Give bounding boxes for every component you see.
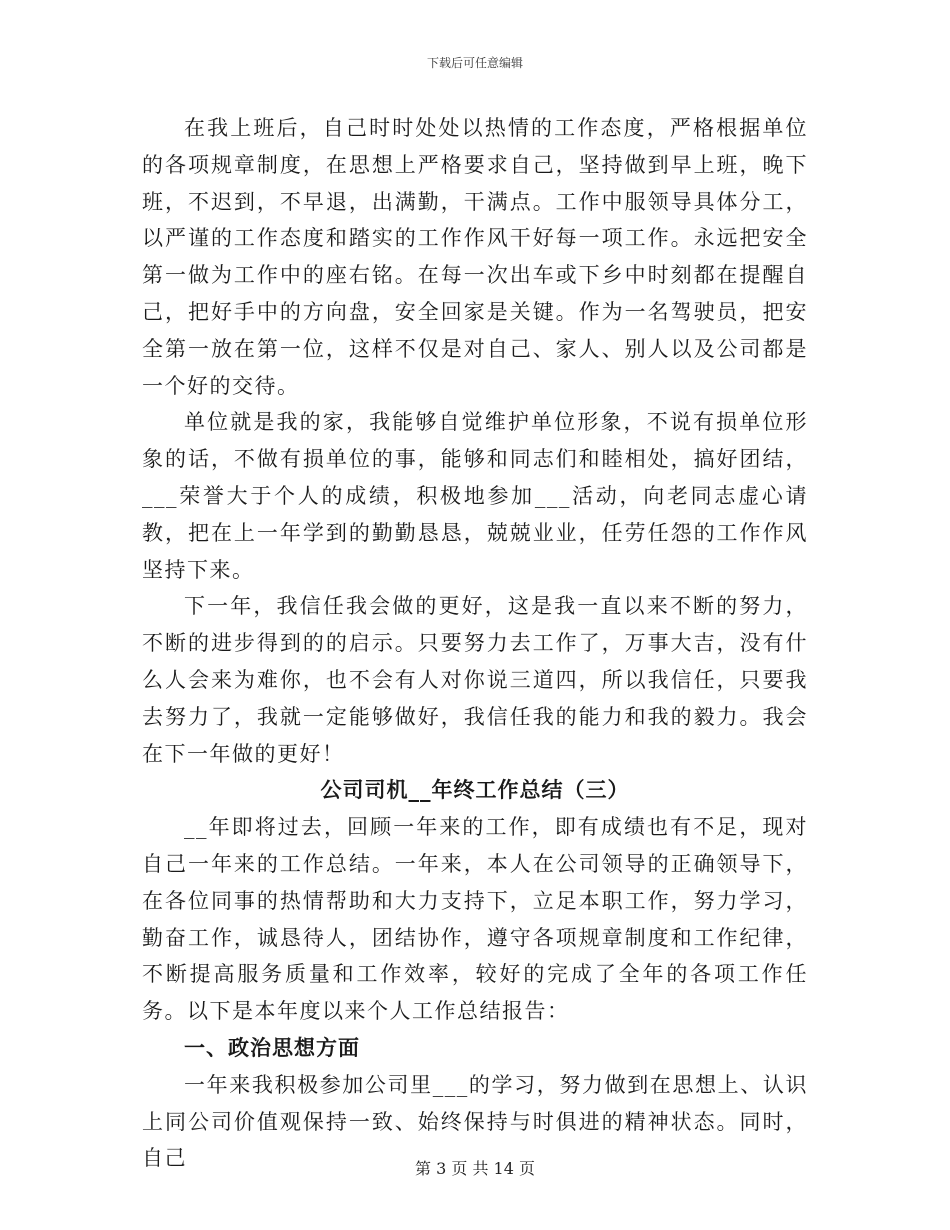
subheading-political: 一、政治思想方面 bbox=[184, 1035, 360, 1060]
paragraph-next-year: 下一年，我信任我会做的更好，这是我一直以来不断的努力，不断的进步得到的的启示。只要努力去工作了，万事大吉，没有什么人会来为难你，也不会有人对你说三道四，所以我信任，只要我去努力了，我就一定能够做好，我信任我的能力和我的毅力。我会在下一年做的更好！ bbox=[142, 594, 808, 766]
paragraph-political: 一年来我积极参加公司里___的学习，努力做到在思想上、认识上同公司价值观保持一致、始终保持与时俱进的精神状态。同时，自己 bbox=[142, 1072, 808, 1171]
paragraph-intro: __年即将过去，回顾一年来的工作，即有成绩也有不足，现对自己一年来的工作总结。一年来，本人在公司领导的正确领导下，在各位同事的热情帮助和大力支持下，立足本职工作，努力学习，勤奋工作，诚恳待人，团结协作，遵守各项规章制度和工作纪律，不断提高服务质量和工作效率，较好的完成了全年的各项工作任务。以下是本年度以来个人工作总结报告： bbox=[142, 815, 808, 1024]
paragraph-attitude: 在我上班后，自己时时处处以热情的工作态度，严格根据单位的各项规章制度，在思想上严格要求自己，坚持做到早上班，晚下班，不迟到，不早退，出满勤，干满点。工作中服领导具体分工，以严谨的工作态度和踏实的工作作风干好每一项工作。永远把安全第一做为工作中的座右铭。在每一次出车或下乡中时刻都在提醒自己，把好手中的方向盘，安全回家是关键。作为一名驾驶员，把安全第一放在第一位，这样不仅是对自己、家人、别人以及公司都是一个好的交待。 bbox=[142, 116, 808, 398]
paragraph-unit-home: 单位就是我的家，我能够自觉维护单位形象，不说有损单位形象的话，不做有损单位的事，能够和同志们和睦相处，搞好团结，___荣誉大于个人的成绩，积极地参加___活动，向老同志虚心请教，把在上一年学到的勤勤恳恳，兢兢业业，任劳任怨的工作作风坚持下来。 bbox=[142, 410, 808, 582]
page-header: 下载后可任意编辑 bbox=[426, 56, 523, 70]
section-title: 公司司机__年终工作总结（三） bbox=[320, 778, 630, 803]
document-body bbox=[142, 110, 808, 1177]
page-number: 第 3 页 共 14 页 bbox=[415, 1159, 535, 1178]
